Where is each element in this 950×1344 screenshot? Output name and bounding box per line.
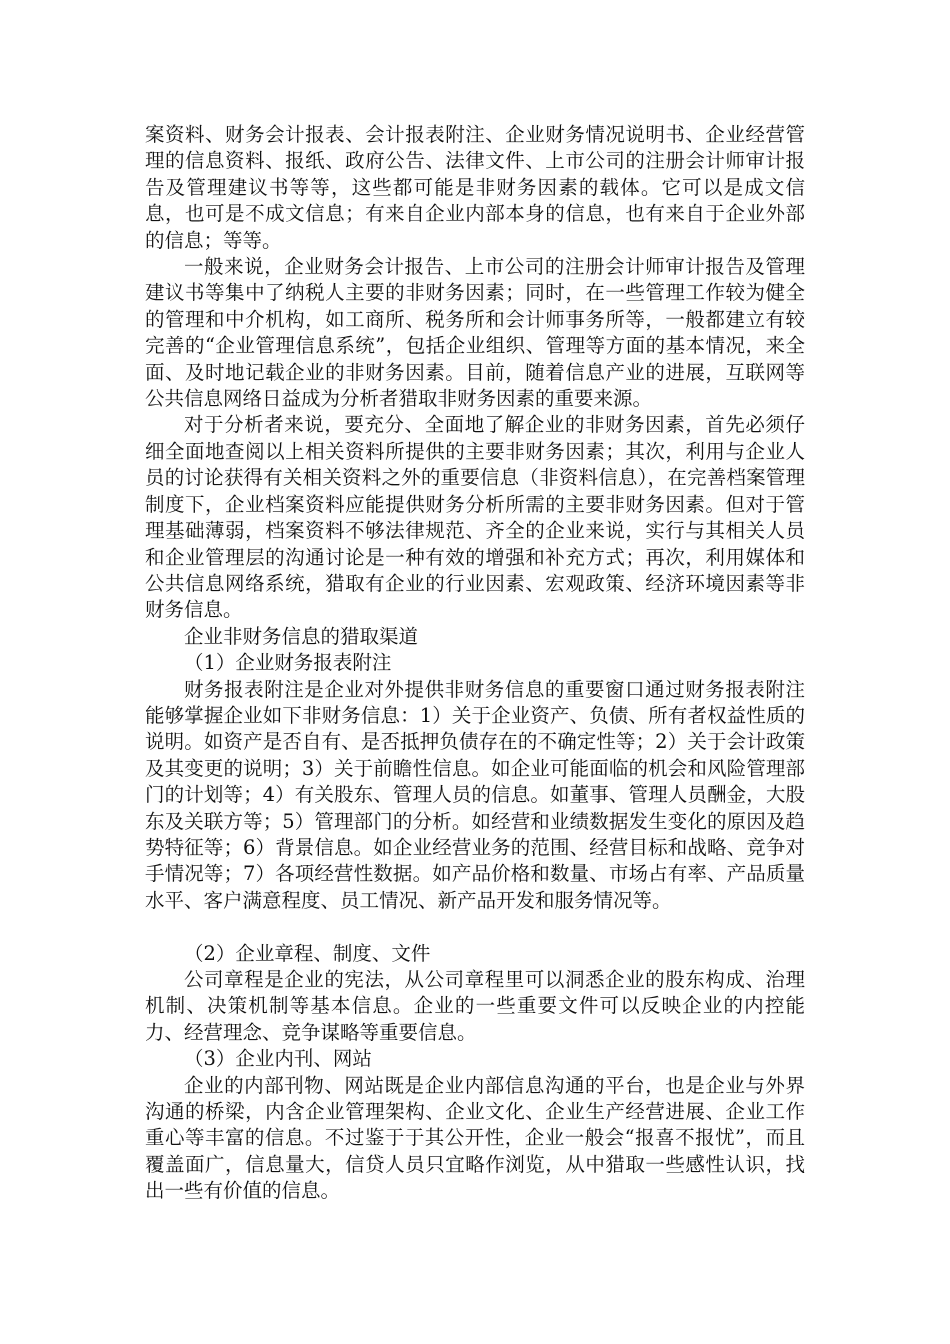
paragraph-sources-intro: 案资料、财务会计报表、会计报表附注、企业财务情况说明书、企业经营管理的信息资料、报纸、政府公告、法律文件、上市公司的注册会计师审计报告及管理建议书等等，这些都可能是非财务因素的载体。它可以是成文信息，也可是不成文信息；有来自企业内部本身的信息，也有来自于企业外部的信息；等等。 (145, 123, 805, 252)
document-body (145, 122, 805, 1205)
blank-line (145, 914, 805, 940)
section-heading-channels: 企业非财务信息的猎取渠道 (184, 624, 419, 648)
paragraph-report-notes: 财务报表附注是企业对外提供非财务信息的重要窗口通过财务报表附注能够掌握企业如下非财务信息：1）关于企业资产、负债、所有者权益性质的说明。如资产是否自有、是否抵押负债存在的不确定性等；2）关于会计政策及其变更的说明；3）关于前瞻性信息。如企业可能面临的机会和风险管理部门的计划等；4）有关股东、管理人员的信息。如董事、管理人员酬金，大股东及关联方等；5）管理部门的分析。如经营和业绩数据发生变化的原因及趋势特征等；6）背景信息。如企业经营业务的范围、经营目标和战略、竞争对手情况等；7）各项经营性数据。如产品价格和数量、市场占有率、产品质量水平、客户满意程度、员工情况、新产品开发和服务情况等。 (145, 677, 805, 912)
paragraph-general-sources: 一般来说，企业财务会计报告、上市公司的注册会计师审计报告及管理建议书等集中了纳税人主要的非财务因素；同时，在一些管理工作较为健全的管理和中介机构，如工商所、税务所和会计师事务所等，一般都建立有较完善的“企业管理信息系统”，包括企业组织、管理等方面的基本情况，来全面、及时地记载企业的非财务因素。目前，随着信息产业的进展，互联网等公共信息网络日益成为分析者猎取非财务因素的重要来源。 (145, 255, 805, 411)
paragraph-journals-websites: 企业的内部刊物、网站既是企业内部信息沟通的平台，也是企业与外界沟通的桥梁，内含企业管理架构、企业文化、企业生产经营进展、企业工作重心等丰富的信息。不过鉴于于其公开性，企业一般会“报喜不报忧”，而且覆盖面广，信息量大，信贷人员只宜略作浏览，从中猎取一些感性认识，找出一些有价值的信息。 (145, 1073, 805, 1203)
subheading-report-notes: （1）企业财务报表附注 (184, 651, 392, 675)
paragraph-charter-documents: 公司章程是企业的宪法，从公司章程里可以洞悉企业的股东构成、治理机制、决策机制等基本信息。企业的一些重要文件可以反映企业的内控能力、经营理念、竞争谋略等重要信息。 (145, 967, 805, 1044)
subheading-journals-websites: （3）企业内刊、网站 (184, 1047, 372, 1071)
subheading-charter-documents: （2）企业章程、制度、文件 (184, 941, 431, 965)
paragraph-analyst-approach: 对于分析者来说，要充分、全面地了解企业的非财务因素，首先必须仔细全面地查阅以上相关资料所提供的主要非财务因素；其次，利用与企业人员的讨论获得有关相关资料之外的重要信息（非资料信息），在完善档案管理制度下，企业档案资料应能提供财务分析所需的主要非财务因素。但对于管理基础薄弱，档案资料不够法律规范、齐全的企业来说，实行与其相关人员和企业管理层的沟通讨论是一种有效的增强和补充方式；再次，利用媒体和公共信息网络系统，猎取有企业的行业因素、宏观政策、经济环境因素等非财务信息。 (145, 413, 805, 622)
